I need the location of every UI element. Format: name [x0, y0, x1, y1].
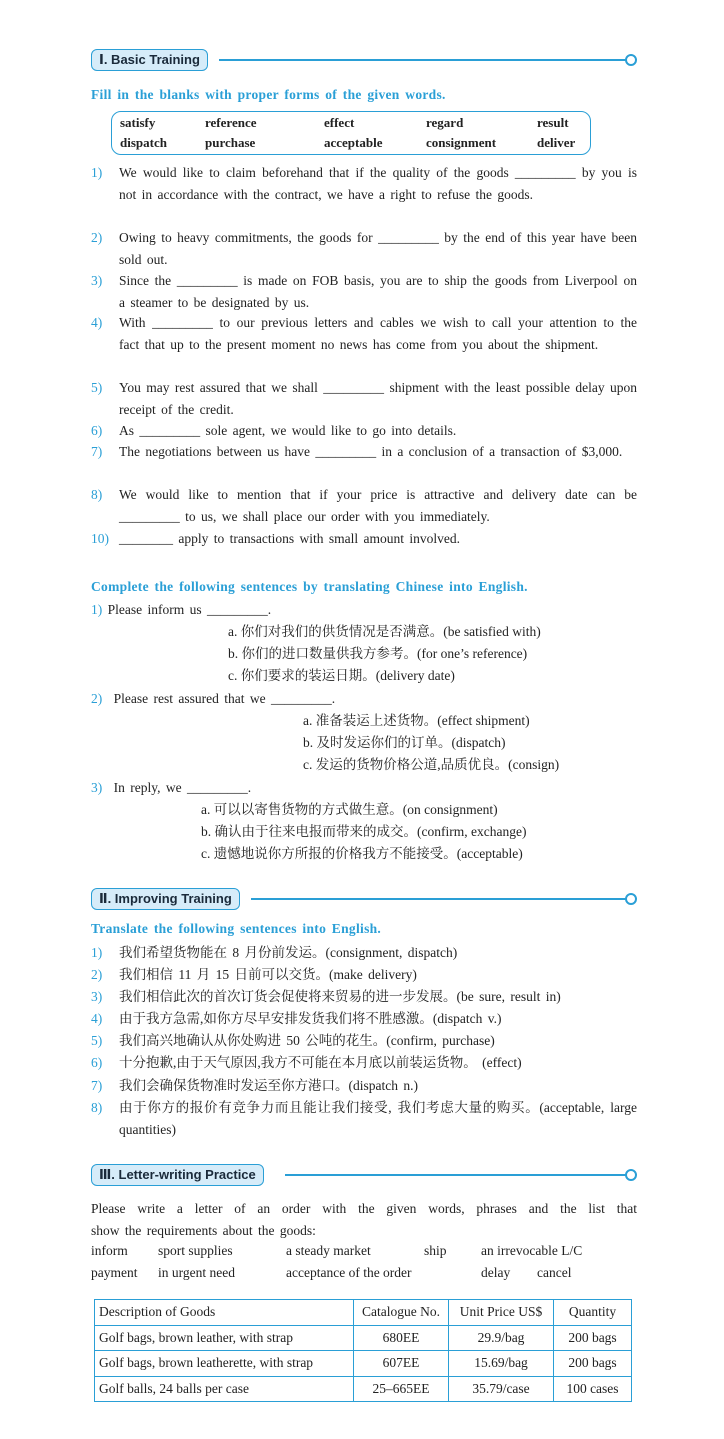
- goods-table: [94, 1299, 632, 1402]
- translation-item: [91, 1052, 637, 1074]
- letter-word: an irrevocable L/C: [481, 1243, 583, 1258]
- item-number: 7): [91, 1078, 103, 1093]
- item-number: 2): [91, 967, 103, 982]
- item-number: 6): [91, 423, 103, 438]
- item-text: 十分抱歉,由于天气原因,我方不可能在本月底以前装运货物。 (effect): [119, 1055, 522, 1070]
- translation-option: a. 可以以寄售货物的方式做生意。(on consignment): [201, 802, 498, 817]
- translation-item: [91, 964, 637, 986]
- section-3-rule: [285, 1174, 629, 1176]
- table-cell: 607EE: [354, 1351, 449, 1377]
- item-number: 8): [91, 1100, 103, 1115]
- table-cell: 680EE: [354, 1325, 449, 1351]
- translation-option: c. 发运的货物价格公道,品质优良。(consign): [303, 757, 560, 772]
- translation-option: c. 遗憾地说你方所报的价格我方不能接受。(acceptable): [201, 846, 523, 861]
- word-bank-word: purchase: [205, 135, 256, 150]
- translation-option: a. 准备装运上述货物。(effect shipment): [303, 713, 530, 728]
- item-text: Please rest assured that we _________.: [113, 691, 336, 706]
- translation-item: [91, 1097, 637, 1140]
- section-2-title: Ⅱ. Improving Training: [91, 888, 240, 910]
- word-bank-word: acceptable: [324, 135, 383, 150]
- item-text: You may rest assured that we shall _________ shipment with the least possible delay upon receipt of the credit.: [119, 380, 637, 417]
- section-2-instruction: Translate the following sentences into English.: [91, 921, 382, 936]
- translation-question: [91, 777, 251, 799]
- item-text: 我们高兴地确认从你处购进 50 公吨的花生。(confirm, purchase): [119, 1033, 495, 1048]
- item-text: With _________ to our previous letters and cables we wish to call your attention to the fact that up to the present moment no news has come from you about the shipment.: [119, 315, 637, 352]
- section-2-rule: [251, 898, 629, 900]
- item-text: 我们相信 11 月 15 日前可以交货。(make delivery): [119, 967, 417, 982]
- table-cell: 100 cases: [554, 1376, 632, 1402]
- table-cell: 200 bags: [554, 1351, 632, 1377]
- table-cell: 200 bags: [554, 1325, 632, 1351]
- translation-option: a. 你们对我们的供货情况是否满意。(be satisfied with): [228, 624, 541, 639]
- item-text: The negotiations between us have _________ in a conclusion of a transaction of $3,000.: [119, 444, 623, 459]
- translation-option: b. 你们的进口数量供我方参考。(for one’s reference): [228, 646, 528, 661]
- item-number: 4): [91, 315, 103, 330]
- word-bank: [111, 111, 591, 155]
- section-3-endpoint-icon: [625, 1169, 637, 1181]
- exercise-item: [91, 420, 637, 442]
- exercise-item: [91, 270, 637, 313]
- table-cell: Golf bags, brown leather, with strap: [95, 1325, 354, 1351]
- exercise-item: [91, 377, 637, 420]
- item-number: 2): [91, 691, 103, 706]
- part-1-instruction: Fill in the blanks with proper forms of the given words.: [91, 87, 446, 102]
- translation-item: [91, 942, 637, 964]
- translation-option: b. 及时发运你们的订单。(dispatch): [303, 735, 506, 750]
- word-bank-word: reference: [205, 115, 257, 130]
- table-cell: Golf bags, brown leatherette, with strap: [95, 1351, 354, 1377]
- letter-word: acceptance of the order: [286, 1265, 412, 1280]
- item-text: Owing to heavy commitments, the goods for _________ by the end of this year have been sold out.: [119, 230, 637, 267]
- item-number: 7): [91, 444, 103, 459]
- item-number: 1): [91, 945, 103, 960]
- translation-option: c. 你们要求的装运日期。(delivery date): [228, 668, 455, 683]
- table-row: [95, 1376, 632, 1402]
- item-text: 我们希望货物能在 8 月份前发运。(consignment, dispatch): [119, 945, 458, 960]
- table-row: [95, 1351, 632, 1377]
- letter-word: sport supplies: [158, 1243, 233, 1258]
- part-2-instruction: Complete the following sentences by translating Chinese into English.: [91, 579, 528, 594]
- column-header: Description of Goods: [95, 1300, 354, 1326]
- item-number: 3): [91, 273, 103, 288]
- item-text: 由于我方急需,如你方尽早安排发货我们将不胜感激。(dispatch v.): [119, 1011, 502, 1026]
- item-text: We would like to mention that if your price is attractive and delivery date can be _________ to us, we shall place our order with you immediately.: [119, 487, 637, 524]
- table-cell: 25–665EE: [354, 1376, 449, 1402]
- word-bank-word: deliver: [537, 135, 576, 150]
- exercise-item: [91, 162, 637, 205]
- column-header: Catalogue No.: [354, 1300, 449, 1326]
- letter-word: cancel: [537, 1265, 572, 1280]
- table-cell: Golf balls, 24 balls per case: [95, 1376, 354, 1402]
- exercise-item: [91, 441, 637, 463]
- table-row: [95, 1325, 632, 1351]
- translation-item: [91, 1030, 637, 1052]
- item-number: 8): [91, 487, 103, 502]
- item-number: 10): [91, 531, 109, 546]
- item-number: 1): [91, 602, 103, 617]
- item-text: As _________ sole agent, we would like to go into details.: [119, 423, 457, 438]
- item-text: We would like to claim beforehand that if the quality of the goods _________ by you is not in accordance with the contract, we have a right to refuse the goods.: [119, 165, 637, 202]
- table-header-row: [95, 1300, 632, 1326]
- exercise-item: [91, 528, 637, 550]
- item-text: 由于你方的报价有竞争力而且能让我们接受, 我们考虑大量的购买。(acceptable, large quantities): [119, 1100, 637, 1137]
- letter-intro-line: show the requirements about the goods:: [91, 1223, 316, 1238]
- item-text: Since the _________ is made on FOB basis, you are to ship the goods from Liverpool on a steamer to be designated by us.: [119, 273, 637, 310]
- word-bank-word: satisfy: [120, 115, 156, 130]
- exercise-item: [91, 312, 637, 355]
- item-text: In reply, we _________.: [113, 780, 252, 795]
- section-2-endpoint-icon: [625, 893, 637, 905]
- letter-word: a steady market: [286, 1243, 371, 1258]
- word-bank-word: result: [537, 115, 569, 130]
- item-text: ________ apply to transactions with small amount involved.: [119, 531, 460, 546]
- translation-question: [91, 599, 271, 621]
- word-bank-word: consignment: [426, 135, 497, 150]
- section-3-header: [91, 1164, 637, 1186]
- item-number: 5): [91, 380, 103, 395]
- section-1-header: [91, 49, 637, 71]
- section-2-header: [91, 888, 637, 910]
- item-text: 我们会确保货物准时发运至你方港口。(dispatch n.): [119, 1078, 418, 1093]
- letter-word: in urgent need: [158, 1265, 235, 1280]
- column-header: Unit Price US$: [449, 1300, 554, 1326]
- translation-item: [91, 1008, 637, 1030]
- exercise-item: [91, 484, 637, 527]
- table-cell: 35.79/case: [449, 1376, 554, 1402]
- translation-question: [91, 688, 335, 710]
- section-1-endpoint-icon: [625, 54, 637, 66]
- exercise-item: [91, 227, 637, 270]
- word-bank-word: dispatch: [120, 135, 167, 150]
- item-number: 4): [91, 1011, 103, 1026]
- section-3-title: Ⅲ. Letter-writing Practice: [91, 1164, 264, 1186]
- word-bank-word: effect: [324, 115, 355, 130]
- item-number: 5): [91, 1033, 103, 1048]
- table-cell: 15.69/bag: [449, 1351, 554, 1377]
- letter-intro-line: Please write a letter of an order with the given words, phrases and the list that: [91, 1201, 637, 1216]
- table-cell: 29.9/bag: [449, 1325, 554, 1351]
- translation-item: [91, 1075, 637, 1097]
- word-bank-word: regard: [426, 115, 464, 130]
- translation-item: [91, 986, 637, 1008]
- letter-word: delay: [481, 1265, 511, 1280]
- item-text: 我们相信此次的首次订货会促使将来贸易的进一步发展。(be sure, result in): [119, 989, 561, 1004]
- item-number: 6): [91, 1055, 103, 1070]
- column-header: Quantity: [554, 1300, 632, 1326]
- item-text: Please inform us _________.: [107, 602, 272, 617]
- letter-word: ship: [424, 1243, 447, 1258]
- letter-word: payment: [91, 1265, 138, 1280]
- translation-option: b. 确认由于往来电报而带来的成交。(confirm, exchange): [201, 824, 527, 839]
- section-1-title: Ⅰ. Basic Training: [91, 49, 208, 71]
- item-number: 3): [91, 780, 103, 795]
- letter-word: inform: [91, 1243, 128, 1258]
- section-1-rule: [219, 59, 629, 61]
- item-number: 2): [91, 230, 103, 245]
- item-number: 3): [91, 989, 103, 1004]
- item-number: 1): [91, 165, 103, 180]
